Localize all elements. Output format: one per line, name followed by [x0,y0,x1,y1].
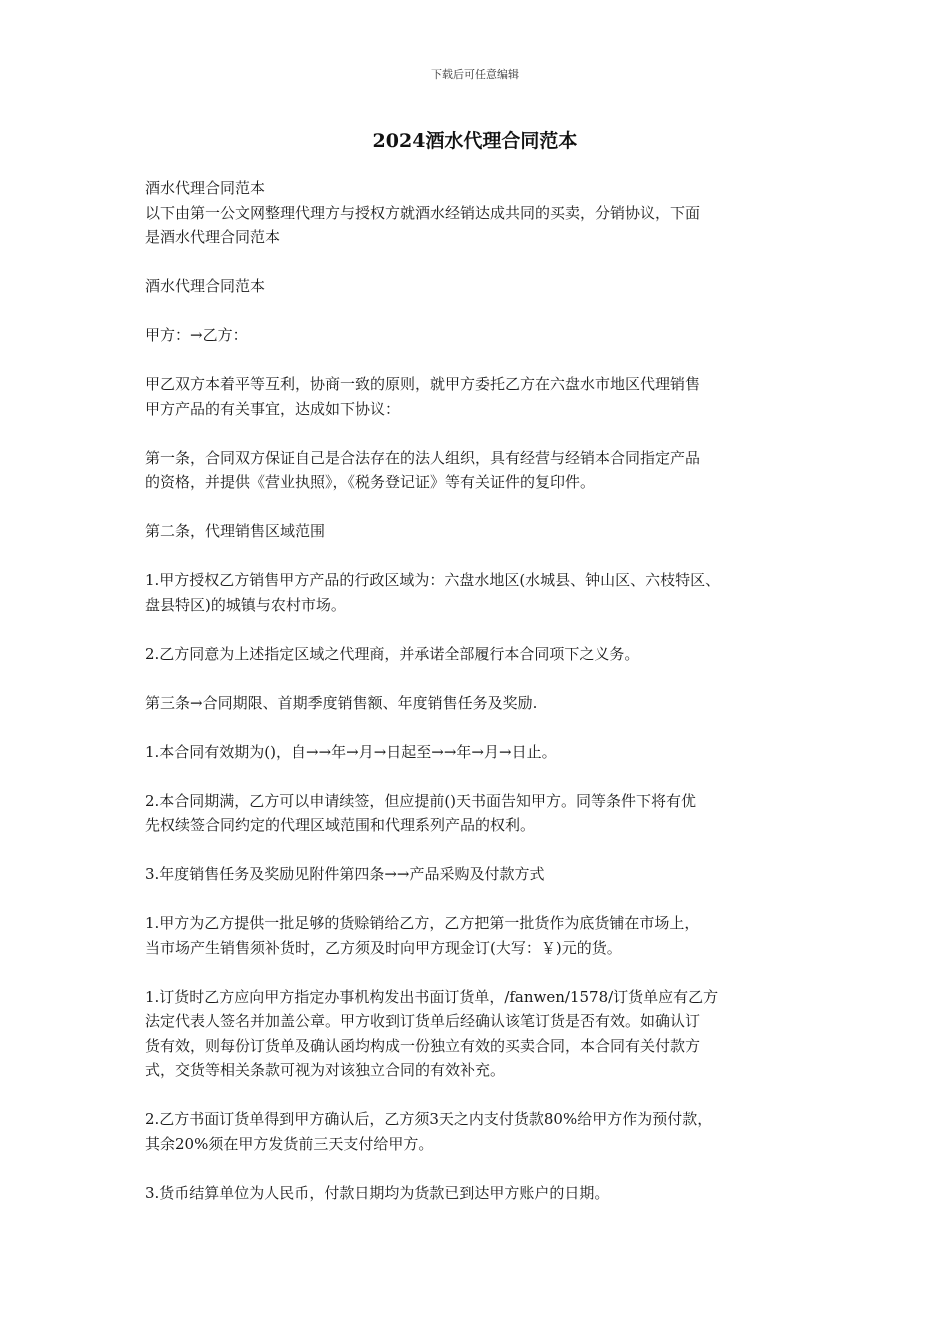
paragraph-article-2-item-2: 2.乙方同意为上述指定区域之代理商，并承诺全部履行本合同项下之义务。 [145,644,640,663]
paragraph-article-4-item-3: 3.货币结算单位为人民币，付款日期均为货款已到达甲方账户的日期。 [145,1183,610,1202]
paragraph-article-1: 第一条，合同双方保证自己是合法存在的法人组织，具有经营与经销本合同指定产品 的资格，并提供《营业执照》，《税务登记证》等有关证件的复印件。 [145,448,701,491]
paragraph-preamble: 甲乙双方本着平等互利，协商一致的原则，就甲方委托乙方在六盘水市地区代理销售 甲方产品的有关事宜，达成如下协议： [145,375,701,418]
paragraph-article-3-item-3: 3.年度销售任务及奖励见附件第四条→→产品采购及付款方式 [145,865,545,883]
paragraph-article-2-item-1: 1.甲方授权乙方销售甲方产品的行政区域为：六盘水地区(水城县、钟山区、六枝特区、 盘县特区)的城镇与农村市场。 [145,571,721,614]
paragraph-article-3-item-2: 2.本合同期满，乙方可以申请续签，但应提前()天书面告知甲方。同等条件下将有优 先权续签合同约定的代理区域范围和代理系列产品的权利。 [145,791,697,834]
paragraph-article-3-item-1: 1.本合同有效期为()，自→→年→月→日起至→→年→月→日止。 [145,742,557,761]
paragraph-subtitle: 酒水代理合同范本 [145,277,266,295]
paragraph-article-4-item-1: 1.甲方为乙方提供一批足够的货赊销给乙方，乙方把第一批货作为底货铺在市场上， 当市场产生销售须补货时，乙方须及时向甲方现金订(大写：￥)元的货。 [145,914,700,957]
paragraph-article-2-heading: 第二条，代理销售区域范围 [145,522,326,540]
paragraph-parties: 甲方：→乙方： [145,326,248,344]
page-header-note: 下载后可任意编辑 [431,68,519,81]
paragraph-article-4-item-1b: 1.订货时乙方应向甲方指定办事机构发出书面订货单，/fanwen/1578/订货单应有乙方 法定代表人签名并加盖公章。甲方收到订货单后经确认该笔订货是否有效。如确认订 货有效，则每份订货单及确认函均构成一份独立有效的买卖合同，本合同有关付款方 式，交货等相关条款可视为对该独立合同的有效补充。 [145,987,719,1079]
document-body [145,176,825,1205]
paragraph-article-3-heading: 第三条→合同期限、首期季度销售额、年度销售任务及奖励. [145,693,538,712]
paragraph-article-4-item-2: 2.乙方书面订货单得到甲方确认后，乙方须3天之内支付货款80%给甲方作为预付款， 其余20%须在甲方发货前三天支付给甲方。 [145,1110,713,1153]
paragraph-intro: 酒水代理合同范本 以下由第一公文网整理代理方与授权方就酒水经销达成共同的买卖，分销协议，下面 是酒水代理合同范本 [145,179,701,246]
document-title: 2024酒水代理合同范本 [372,130,578,152]
